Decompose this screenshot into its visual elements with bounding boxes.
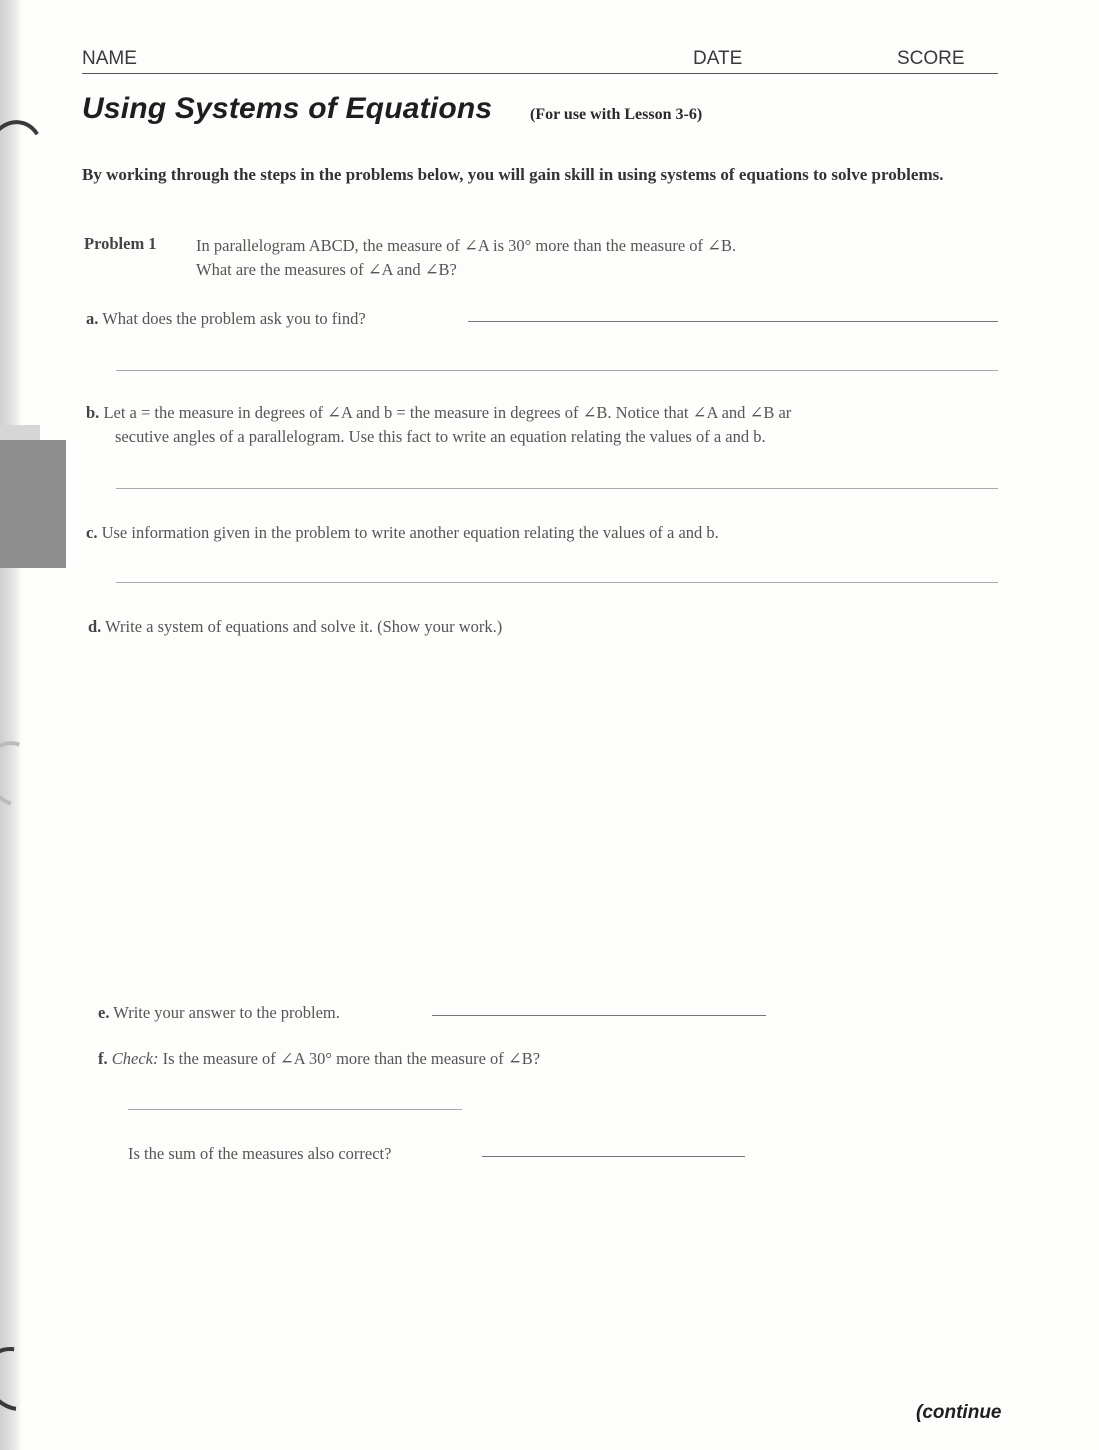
answer-line-a1[interactable] — [468, 321, 998, 322]
worksheet-title: Using Systems of Equations — [82, 92, 493, 125]
answer-line-f1[interactable] — [128, 1109, 462, 1110]
page-tab-marker — [0, 440, 66, 568]
answer-line-b[interactable] — [116, 488, 998, 489]
continue-label: (continue — [916, 1402, 1002, 1423]
problem-line-1: In parallelogram ABCD, the measure of ∠A is 30° more than the measure of ∠B. — [196, 236, 737, 255]
question-d — [88, 615, 502, 639]
page-edge-strip — [0, 0, 22, 1450]
problem-label: Problem 1 — [84, 234, 157, 253]
question-b-line-2: secutive angles of a parallelogram. Use this fact to write an equation relating the values of a and b. — [115, 427, 766, 446]
question-e-letter: e. — [98, 1003, 110, 1022]
question-b-line-1: Let a = the measure in degrees of ∠A and b = the measure in degrees of ∠B. Notice that ∠A and ∠B ar — [103, 403, 792, 422]
question-b — [86, 401, 1001, 449]
question-b-letter: b. — [86, 403, 100, 422]
question-a-letter: a. — [86, 309, 99, 328]
question-f — [98, 1047, 540, 1071]
answer-line-c[interactable] — [116, 582, 998, 583]
question-d-text: Write a system of equations and solve it. (Show your work.) — [105, 617, 503, 636]
binder-hole-top — [0, 115, 49, 192]
name-label: NAME — [82, 48, 137, 69]
question-f-letter: f. — [98, 1049, 108, 1068]
question-c-letter: c. — [86, 523, 98, 542]
date-label: DATE — [693, 48, 743, 69]
intro-paragraph: By working through the steps in the problems below, you will gain skill in using systems of equations to solve problems. — [82, 165, 944, 184]
binder-hole-middle — [0, 730, 57, 818]
question-e — [98, 1001, 340, 1025]
question-c — [86, 521, 719, 545]
lesson-reference: (For use with Lesson 3-6) — [530, 106, 703, 123]
score-label: SCORE — [897, 48, 965, 69]
question-e-text: Write your answer to the problem. — [113, 1003, 340, 1022]
question-f-check: Check: — [111, 1049, 159, 1068]
question-d-letter: d. — [88, 617, 102, 636]
answer-line-f2[interactable] — [482, 1156, 745, 1157]
work-area-d[interactable] — [116, 650, 996, 970]
answer-line-a2[interactable] — [116, 370, 998, 371]
question-a-text: What does the problem ask you to find? — [102, 309, 366, 328]
problem-line-2: What are the measures of ∠A and ∠B? — [196, 260, 457, 279]
header-rule — [82, 73, 998, 74]
question-c-text: Use information given in the problem to write another equation relating the values of a and b. — [101, 523, 719, 542]
question-f-text: Is the measure of ∠A 30° more than the measure of ∠B? — [162, 1049, 541, 1068]
problem-statement — [196, 234, 996, 282]
question-a — [86, 307, 366, 331]
question-f-followup: Is the sum of the measures also correct? — [128, 1144, 392, 1163]
answer-line-e[interactable] — [432, 1015, 766, 1016]
